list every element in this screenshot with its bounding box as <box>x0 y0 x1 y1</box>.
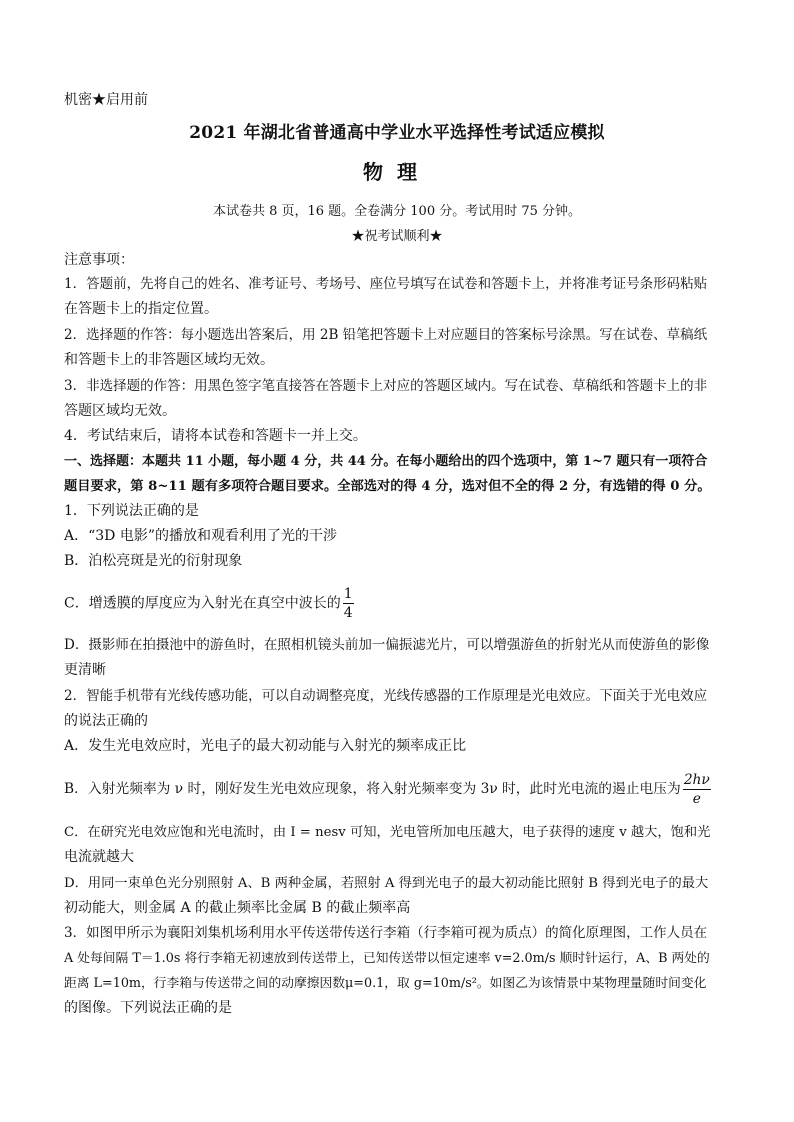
fraction-denominator: 4 <box>343 605 353 621</box>
fraction-numerator: 1 <box>343 586 353 602</box>
q2-option-c-line-2: 电流就越大 <box>64 849 134 865</box>
q1-option-d-line-1: D．摄影师在拍摄池中的游鱼时，在照相机镜头前加一偏振滤光片，可以增强游鱼的折射光从而使游鱼的影像 <box>64 637 710 653</box>
q1-option-d-line-2: 更清晰 <box>64 662 106 678</box>
q2-option-d-line-1: D．用同一束单色光分别照射 A、B 两种金属，若照射 A 得到光电子的最大初动能比照射 B 得到光电子的最大 <box>64 876 709 891</box>
note-3-line-2: 答题区域均无效。 <box>64 403 176 419</box>
fraction-one-quarter <box>343 585 354 622</box>
confidential-label: 机密★启用前 <box>64 92 148 108</box>
note-2-line-1: 2．选择题的作答：每小题选出答案后，用 2B 铅笔把答题卡上对应题目的答案标号涂黑。写在试卷、草稿纸 <box>64 327 708 343</box>
fraction-denominator: e <box>692 791 701 807</box>
exam-info: 本试卷共 8 页，16 题。全卷满分 100 分。考试用时 75 分钟。 <box>212 204 582 219</box>
note-2-line-2: 和答题卡上的非答题区域均无效。 <box>64 352 274 368</box>
section-1-instructions-line-2: 题目要求，第 8~11 题有多项符合题目要求。全部选对的得 4 分，选对但不全的得 2 分，有选错的得 0 分。 <box>64 479 711 494</box>
subject-title: 物理 <box>363 160 431 184</box>
q2-stem-line-1: 2．智能手机带有光线传感功能，可以自动调整亮度，光线传感器的工作原理是光电效应。下面关于光电效应 <box>64 688 708 704</box>
section-1-instructions-line-1: 一、选择题：本题共 11 小题，每小题 4 分，共 44 分。在每小题给出的四个选项中，第 1~7 题只有一项符合 <box>64 454 708 469</box>
q2-option-b <box>64 771 716 808</box>
q1-option-b: B．泊松亮斑是光的衍射现象 <box>64 553 243 569</box>
q1-option-c <box>64 585 716 622</box>
q2-option-c-line-1: C．在研究光电效应饱和光电流时，由 I = nesv 可知，光电管所加电压越大，电子获得的速度 v 越大，饱和光 <box>64 825 711 840</box>
notes-heading: 注意事项： <box>64 252 134 268</box>
q1-option-c-text: C．增透膜的厚度应为入射光在真空中波长的 <box>64 595 341 612</box>
q1-option-a: A．“3D 电影”的播放和观看利用了光的干涉 <box>64 528 338 544</box>
q3-stem-line-2: A 处每间隔 T＝1.0s 将行李箱无初速放到传送带上，已知传送带以恒定速率 v=2.0m/s 顺时针运行，A、B 两处的 <box>64 951 710 966</box>
note-4: 4．考试结束后，请将本试卷和答题卡一并上交。 <box>64 428 367 444</box>
q2-option-b-text: B．入射光频率为 ν 时，刚好发生光电效应现象，将入射光频率变为 3ν 时，此时光电流的遏止电压为 <box>64 781 681 797</box>
note-3-line-1: 3．非选择题的作答：用黑色签字笔直接答在答题卡上对应的答题区域内。写在试卷、草稿纸和答题卡上的非 <box>64 378 708 394</box>
q3-stem-line-1: 3．如图甲所示为襄阳刘集机场利用水平传送带传送行李箱（行李箱可视为质点）的简化原理图，工作人员在 <box>64 925 708 941</box>
q2-option-a: A．发生光电效应时，光电子的最大初动能与入射光的频率成正比 <box>64 738 467 754</box>
exam-title: 2021 年湖北省普通高中学业水平选择性考试适应模拟 <box>189 123 605 143</box>
q1-stem: 1．下列说法正确的是 <box>64 503 199 519</box>
q2-stem-line-2: 的说法正确的 <box>64 713 148 729</box>
good-luck-line: ★祝考试顺利★ <box>351 229 443 244</box>
fraction-numerator: 2hν <box>683 772 710 788</box>
fraction-2hv-over-e <box>683 771 711 808</box>
q2-option-d-line-2: 初动能大，则金属 A 的截止频率比金属 B 的截止频率高 <box>64 900 411 916</box>
note-1-line-1: 1．答题前，先将自己的姓名、准考证号、考场号、座位号填写在试卷和答题卡上，并将准考证号条形码粘贴 <box>64 276 708 292</box>
q3-stem-line-4: 的图像。下列说法正确的是 <box>64 1000 232 1016</box>
q3-stem-line-3: 距离 L=10m，行李箱与传送带之间的动摩擦因数μ=0.1，取 g=10m/s²。如图乙为该情景中某物理量随时间变化 <box>64 976 707 991</box>
note-1-line-2: 在答题卡上的指定位置。 <box>64 301 218 317</box>
